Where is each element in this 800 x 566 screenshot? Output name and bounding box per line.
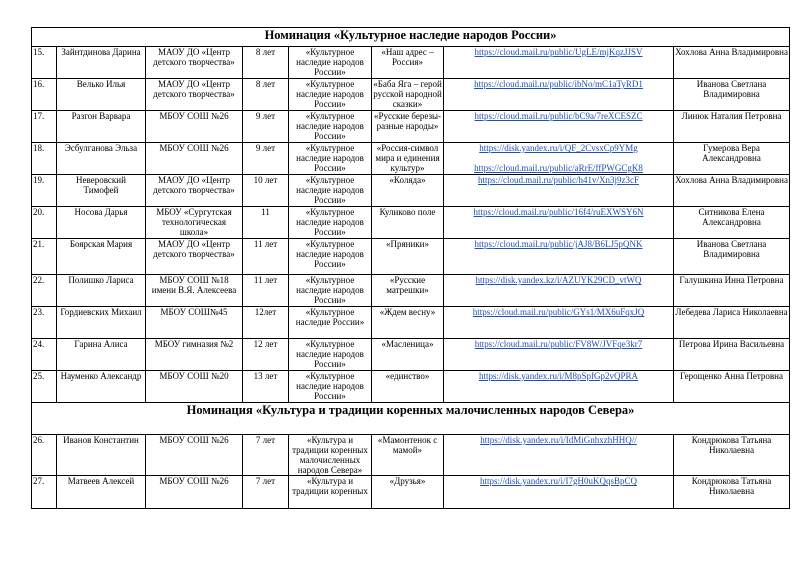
work-link[interactable]: https://cloud.mail.ru/public/bC9a/7reXCESZC [474,111,643,121]
participant-name: Матвеев Алексей [57,476,146,509]
participant-age: 9 лет [243,111,289,143]
participant-name: Велько Илья [57,79,146,111]
work-link[interactable]: https://disk.yandex.ru/i/IdMiGnhxzhHHQ// [480,435,637,445]
nomination-name: «Культурное наследие народов России» [289,239,372,275]
work-title: «Наш адрес – Россия» [372,47,444,79]
teacher-name: Иванова Светлана Владимировна [674,79,790,111]
participant-age: 12 лет [243,339,289,371]
work-link[interactable]: https://cloud.mail.ru/public/ibNo/mC1aTyRD1 [474,79,643,89]
nomination-name: «Культурное наследие народов России» [289,275,372,307]
table-row [32,111,790,143]
nomination-name: «Культурное наследие России» [289,307,372,339]
document-page [31,27,789,509]
nomination-name: «Культура и традиции коренных малочисленных народов Севера» [289,435,372,476]
teacher-name: Иванова Светлана Владимировна [674,239,790,275]
work-title: Куликово поле [372,207,444,239]
work-title: «Ждем весну» [372,307,444,339]
work-title: «Баба Яга – герой русской народной сказки» [373,79,442,109]
section-title: Номинация «Культурное наследие народов России» [32,28,790,47]
nomination-name: «Культурное наследие народов России» [289,143,372,175]
school-name: МАОУ ДО «Центр детского творчества» [146,79,243,111]
participant-name: Боярская Мария [57,239,146,275]
table-row [32,275,790,307]
participant-name: Носова Дарья [57,207,146,239]
participant-age: 9 лет [243,143,289,175]
link-cell [444,143,674,175]
row-number: 15. [32,47,57,79]
link-cell [444,239,674,275]
work-title: «Русские березы-разные народы» [372,111,444,143]
teacher-name: Кондрюкова Татьяна Николаевна [674,435,790,476]
participant-name: Неверовский Тимофей [57,175,146,207]
participant-name: Полишко Лариса [57,275,146,307]
nomination-name: «Культурное наследие народов России» [289,371,372,403]
work-link-secondary[interactable]: https://cloud.mail.ru/public/aRrE/ffPWGCgK8 [474,163,643,173]
participant-age: 7 лет [243,435,289,476]
table-row [32,307,790,339]
row-number: 21. [32,239,57,275]
nomination-name: «Культурное наследие народов России» [289,79,372,111]
table-row [32,476,790,509]
work-link[interactable]: https://cloud.mail.ru/public/UgLE/mjKqzJJSV [474,47,643,57]
school-name: МБОУ СОШ №26 [146,476,243,509]
row-number: 17. [32,111,57,143]
section-title: Номинация «Культура и традиции коренных малочисленных народов Севера» [32,403,790,435]
row-number: 19. [32,175,57,207]
teacher-name: Гумерова Вера Александровна [674,143,790,175]
work-link[interactable]: https://cloud.mail.ru/public/jAJ8/B6LJ5pQNK [474,239,643,249]
link-cell [444,435,674,476]
nomination-name: «Культурное наследие народов России» [289,175,372,207]
table-row [32,143,790,175]
participant-age: 8 лет [243,79,289,111]
participant-name: Науменко Александр [57,371,146,403]
teacher-name: Хохлова Анна Владимировна [674,175,790,207]
work-title: «Пряники» [372,239,444,275]
work-title: «единство» [372,371,444,403]
participant-name: Разгон Варвара [57,111,146,143]
participant-age: 10 лет [243,175,289,207]
participant-age: 11 лет [243,275,289,307]
link-cell [444,175,674,207]
link-cell [444,476,674,509]
participant-name: Зайнтдинова Дарина [57,47,146,79]
work-title: «Коляда» [372,175,444,207]
nomination-name: «Культурное наследие народов России» [289,47,372,79]
participants-table [31,27,790,509]
link-cell [444,111,674,143]
work-link[interactable]: https://disk.yandex.ru/i/I7gH0uKQqsBpCQ [480,476,637,486]
table-row [32,207,790,239]
school-name: МБОУ СОШ№45 [146,307,243,339]
nomination-name: «Культурное наследие народов России» [289,111,372,143]
work-link[interactable]: https://cloud.mail.ru/public/FV8W/JVFqe3kr7 [474,339,643,349]
participant-age: 11 лет [243,239,289,275]
work-link[interactable]: https://disk.yandex.ru/i/QF_2CvsxCp9YMg [479,143,638,153]
row-number: 27. [32,476,57,509]
table-row [32,371,790,403]
row-number: 24. [32,339,57,371]
participant-age: 13 лет [243,371,289,403]
participant-age: 7 лет [243,476,289,509]
participant-name: Гарина Алиса [57,339,146,371]
table-row [32,435,790,476]
link-cell [444,339,674,371]
teacher-name: Петрова Ирина Васильевна [674,339,790,371]
teacher-name: Лебедева Лариса Николаевна [674,307,790,339]
table-row [32,79,790,111]
link-cell [444,275,674,307]
work-link[interactable]: https://cloud.mail.ru/public/16f4/ruEXWSY6N [473,207,644,217]
teacher-name: Хохлова Анна Владимировна [674,47,790,79]
work-title-text: «Мамонтенок с мамой» [377,435,438,455]
work-title: «Друзья» [372,476,444,509]
school-name: МАОУ ДО «Центр детского творчества» [146,175,243,207]
section-header-row [32,403,790,435]
section-header-row [32,28,790,47]
row-number: 16. [32,79,57,111]
work-title: «Россия-символ мира и единения культур» [372,143,444,175]
teacher-name: Кондрюкова Татьяна Николаевна [674,476,790,509]
work-title: «Масленица» [372,339,444,371]
school-name: МБОУ СОШ №26 [146,143,243,175]
table-row [32,339,790,371]
school-name: МАОУ ДО «Центр детского творчества» [146,47,243,79]
school-name: МАОУ ДО «Центр детского творчества» [146,239,243,275]
work-title: «Русские матрешки» [372,275,444,307]
participant-name: Гордиевских Михаил [57,307,146,339]
work-title [372,435,444,476]
nomination-name: «Культурное наследие народов России» [289,339,372,371]
teacher-name: Герощенко Анна Петровна [674,371,790,403]
nomination-name: «Культурное наследие народов России» [289,207,372,239]
school-name: МБОУ СОШ №26 [146,111,243,143]
table-row [32,175,790,207]
school-name: МБОУ СОШ №26 [146,435,243,476]
teacher-name: Галушкина Инна Петровна [674,275,790,307]
row-number: 23. [32,307,57,339]
row-number: 26. [32,435,57,476]
teacher-name: Линюк Наталия Петровна [674,111,790,143]
table-row [32,47,790,79]
teacher-name: Ситникова Елена Александровна [674,207,790,239]
participant-age: 8 лет [243,47,289,79]
row-number: 18. [32,143,57,175]
row-number: 22. [32,275,57,307]
row-number: 25. [32,371,57,403]
participant-name: Иванов Константин [57,435,146,476]
link-cell [444,79,674,111]
school-name: МБОУ гимназия №2 [146,339,243,371]
table-row [32,239,790,275]
link-cell [444,371,674,403]
participant-age: 11 [243,207,289,239]
link-cell [444,307,674,339]
link-cell [444,207,674,239]
school-name: МБОУ СОШ №18 имени В.Я. Алексеева [146,275,243,307]
school-name: МБОУ «Сургутская технологическая школа» [146,207,243,239]
work-link[interactable]: https://cloud.mail.ru/public/GYs1/MX6uFqxJQ [472,307,645,317]
participant-age: 12лет [243,307,289,339]
nomination-name: «Культура и традиции коренных [289,476,372,509]
participant-name: Эсбулганова Эльза [57,143,146,175]
link-cell [444,47,674,79]
work-link[interactable]: https://cloud.mail.ru/public/h41v/Xn3j9z3cF [478,175,639,185]
work-link[interactable]: https://disk.yandex.kz/i/AZUYK29CD_vtWQ [475,275,642,285]
school-name: МБОУ СОШ №20 [146,371,243,403]
work-link[interactable]: https://disk.yandex.ru/i/M8pSpfGp2vQPRA [478,371,638,381]
row-number: 20. [32,207,57,239]
